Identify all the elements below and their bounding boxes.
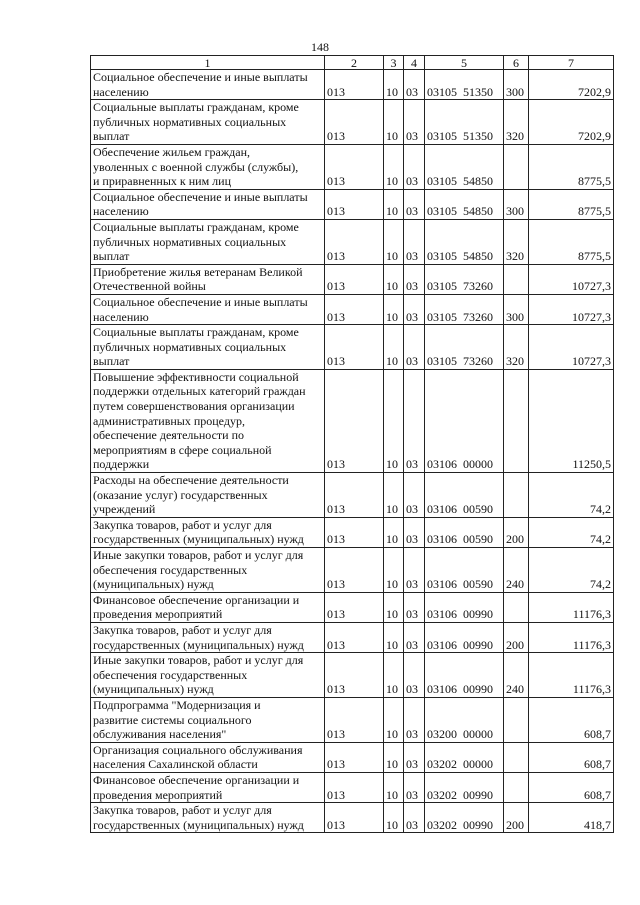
- table-row: [91, 144, 614, 189]
- target-article-cell: 03106 00590: [425, 473, 504, 518]
- code-cell: 013: [325, 742, 384, 772]
- amount-cell: 10727,3: [529, 264, 614, 294]
- code-cell: 013: [325, 653, 384, 698]
- table-row: [91, 742, 614, 772]
- expense-type-cell: [504, 473, 529, 518]
- item-name-cell: Повышение эффективности социальной поддержки отдельных категорий граждан путем совершенствования организации административных процедур, обеспечение деятельности по мероприятиям в сфере социальной поддержки: [91, 369, 325, 472]
- target-article-cell: 03105 51350: [425, 100, 504, 145]
- budget-table: [90, 55, 614, 833]
- expense-type-cell: [504, 697, 529, 742]
- amount-cell: 11250,5: [529, 369, 614, 472]
- subsection-cell: 03: [404, 772, 425, 802]
- section-cell: 10: [384, 473, 404, 518]
- expense-type-cell: [504, 742, 529, 772]
- expense-type-cell: 240: [504, 548, 529, 593]
- section-cell: 10: [384, 264, 404, 294]
- subsection-cell: 03: [404, 144, 425, 189]
- expense-type-cell: 320: [504, 100, 529, 145]
- table-row: [91, 653, 614, 698]
- expense-type-cell: 200: [504, 517, 529, 547]
- amount-cell: 11176,3: [529, 622, 614, 652]
- table-row: [91, 189, 614, 219]
- target-article-cell: 03202 00000: [425, 742, 504, 772]
- item-name-cell: Социальное обеспечение и иные выплаты населению: [91, 70, 325, 100]
- column-header: 1: [91, 56, 325, 70]
- table-row: [91, 219, 614, 264]
- expense-type-cell: [504, 144, 529, 189]
- code-cell: 013: [325, 189, 384, 219]
- page-number: 148: [311, 40, 329, 54]
- target-article-cell: 03106 00990: [425, 653, 504, 698]
- table-row: [91, 803, 614, 833]
- column-header: 5: [425, 56, 504, 70]
- item-name-cell: Социальное обеспечение и иные выплаты населению: [91, 189, 325, 219]
- item-name-cell: Социальное обеспечение и иные выплаты населению: [91, 294, 325, 324]
- amount-cell: 418,7: [529, 803, 614, 833]
- code-cell: 013: [325, 294, 384, 324]
- amount-cell: 11176,3: [529, 653, 614, 698]
- amount-cell: 7202,9: [529, 70, 614, 100]
- amount-cell: 7202,9: [529, 100, 614, 145]
- section-cell: 10: [384, 772, 404, 802]
- code-cell: 013: [325, 622, 384, 652]
- column-header: 2: [325, 56, 384, 70]
- section-cell: 10: [384, 219, 404, 264]
- item-name-cell: Закупка товаров, работ и услуг для государственных (муниципальных) нужд: [91, 622, 325, 652]
- expense-type-cell: 320: [504, 325, 529, 370]
- section-cell: 10: [384, 325, 404, 370]
- column-header: 4: [404, 56, 425, 70]
- item-name-cell: Социальные выплаты гражданам, кроме публичных нормативных социальных выплат: [91, 219, 325, 264]
- amount-cell: 608,7: [529, 697, 614, 742]
- amount-cell: 608,7: [529, 772, 614, 802]
- subsection-cell: 03: [404, 189, 425, 219]
- item-name-cell: Расходы на обеспечение деятельности (оказание услуг) государственных учреждений: [91, 473, 325, 518]
- item-name-cell: Закупка товаров, работ и услуг для государственных (муниципальных) нужд: [91, 803, 325, 833]
- subsection-cell: 03: [404, 70, 425, 100]
- section-cell: 10: [384, 189, 404, 219]
- section-cell: 10: [384, 70, 404, 100]
- code-cell: 013: [325, 473, 384, 518]
- target-article-cell: 03105 73260: [425, 325, 504, 370]
- item-name-cell: Обеспечение жильем граждан, уволенных с военной службы (службы), и приравненных к ним лиц: [91, 144, 325, 189]
- amount-cell: 10727,3: [529, 325, 614, 370]
- expense-type-cell: [504, 592, 529, 622]
- code-cell: 013: [325, 70, 384, 100]
- table-row: [91, 772, 614, 802]
- subsection-cell: 03: [404, 325, 425, 370]
- subsection-cell: 03: [404, 742, 425, 772]
- table-row: [91, 473, 614, 518]
- target-article-cell: 03106 00000: [425, 369, 504, 472]
- subsection-cell: 03: [404, 294, 425, 324]
- target-article-cell: 03105 51350: [425, 70, 504, 100]
- table-row: [91, 622, 614, 652]
- subsection-cell: 03: [404, 697, 425, 742]
- section-cell: 10: [384, 653, 404, 698]
- expense-type-cell: 300: [504, 294, 529, 324]
- expense-type-cell: [504, 264, 529, 294]
- code-cell: 013: [325, 144, 384, 189]
- expense-type-cell: 200: [504, 622, 529, 652]
- table-row: [91, 70, 614, 100]
- section-cell: 10: [384, 742, 404, 772]
- code-cell: 013: [325, 325, 384, 370]
- table-row: [91, 100, 614, 145]
- amount-cell: 74,2: [529, 473, 614, 518]
- target-article-cell: 03106 00590: [425, 517, 504, 547]
- table-row: [91, 517, 614, 547]
- item-name-cell: Иные закупки товаров, работ и услуг для обеспечения государственных (муниципальных) нужд: [91, 653, 325, 698]
- item-name-cell: Социальные выплаты гражданам, кроме публичных нормативных социальных выплат: [91, 325, 325, 370]
- amount-cell: 8775,5: [529, 189, 614, 219]
- section-cell: 10: [384, 517, 404, 547]
- code-cell: 013: [325, 548, 384, 593]
- code-cell: 013: [325, 369, 384, 472]
- section-cell: 10: [384, 622, 404, 652]
- table-row: [91, 369, 614, 472]
- target-article-cell: 03106 00590: [425, 548, 504, 593]
- amount-cell: 74,2: [529, 548, 614, 593]
- item-name-cell: Приобретение жилья ветеранам Великой Отечественной войны: [91, 264, 325, 294]
- table-row: [91, 697, 614, 742]
- code-cell: 013: [325, 219, 384, 264]
- amount-cell: 74,2: [529, 517, 614, 547]
- subsection-cell: 03: [404, 473, 425, 518]
- item-name-cell: Иные закупки товаров, работ и услуг для обеспечения государственных (муниципальных) нужд: [91, 548, 325, 593]
- subsection-cell: 03: [404, 369, 425, 472]
- section-cell: 10: [384, 592, 404, 622]
- section-cell: 10: [384, 100, 404, 145]
- section-cell: 10: [384, 144, 404, 189]
- table-row: [91, 294, 614, 324]
- expense-type-cell: 240: [504, 653, 529, 698]
- table-row: [91, 592, 614, 622]
- item-name-cell: Организация социального обслуживания населения Сахалинской области: [91, 742, 325, 772]
- code-cell: 013: [325, 772, 384, 802]
- expense-type-cell: 320: [504, 219, 529, 264]
- subsection-cell: 03: [404, 264, 425, 294]
- target-article-cell: 03202 00990: [425, 772, 504, 802]
- target-article-cell: 03106 00990: [425, 592, 504, 622]
- item-name-cell: Финансовое обеспечение организации и проведения мероприятий: [91, 592, 325, 622]
- code-cell: 013: [325, 697, 384, 742]
- item-name-cell: Подпрограмма "Модернизация и развитие системы социального обслуживания населения": [91, 697, 325, 742]
- section-cell: 10: [384, 294, 404, 324]
- subsection-cell: 03: [404, 622, 425, 652]
- target-article-cell: 03202 00990: [425, 803, 504, 833]
- target-article-cell: 03105 54850: [425, 144, 504, 189]
- target-article-cell: 03200 00000: [425, 697, 504, 742]
- amount-cell: 8775,5: [529, 219, 614, 264]
- subsection-cell: 03: [404, 653, 425, 698]
- target-article-cell: 03106 00990: [425, 622, 504, 652]
- amount-cell: 8775,5: [529, 144, 614, 189]
- section-cell: 10: [384, 548, 404, 593]
- table-row: [91, 264, 614, 294]
- item-name-cell: Закупка товаров, работ и услуг для государственных (муниципальных) нужд: [91, 517, 325, 547]
- column-header: 3: [384, 56, 404, 70]
- subsection-cell: 03: [404, 219, 425, 264]
- amount-cell: 608,7: [529, 742, 614, 772]
- subsection-cell: 03: [404, 803, 425, 833]
- item-name-cell: Социальные выплаты гражданам, кроме публичных нормативных социальных выплат: [91, 100, 325, 145]
- table-header-row: [91, 56, 614, 70]
- expense-type-cell: [504, 772, 529, 802]
- section-cell: 10: [384, 369, 404, 472]
- table-row: [91, 325, 614, 370]
- code-cell: 013: [325, 100, 384, 145]
- table-row: [91, 548, 614, 593]
- expense-type-cell: 300: [504, 70, 529, 100]
- section-cell: 10: [384, 803, 404, 833]
- expense-type-cell: [504, 369, 529, 472]
- expense-type-cell: 300: [504, 189, 529, 219]
- item-name-cell: Финансовое обеспечение организации и проведения мероприятий: [91, 772, 325, 802]
- column-header: 6: [504, 56, 529, 70]
- code-cell: 013: [325, 803, 384, 833]
- subsection-cell: 03: [404, 100, 425, 145]
- column-header: 7: [529, 56, 614, 70]
- section-cell: 10: [384, 697, 404, 742]
- expense-type-cell: 200: [504, 803, 529, 833]
- code-cell: 013: [325, 517, 384, 547]
- subsection-cell: 03: [404, 548, 425, 593]
- code-cell: 013: [325, 592, 384, 622]
- amount-cell: 11176,3: [529, 592, 614, 622]
- amount-cell: 10727,3: [529, 294, 614, 324]
- target-article-cell: 03105 54850: [425, 219, 504, 264]
- subsection-cell: 03: [404, 517, 425, 547]
- target-article-cell: 03105 73260: [425, 294, 504, 324]
- target-article-cell: 03105 73260: [425, 264, 504, 294]
- target-article-cell: 03105 54850: [425, 189, 504, 219]
- code-cell: 013: [325, 264, 384, 294]
- subsection-cell: 03: [404, 592, 425, 622]
